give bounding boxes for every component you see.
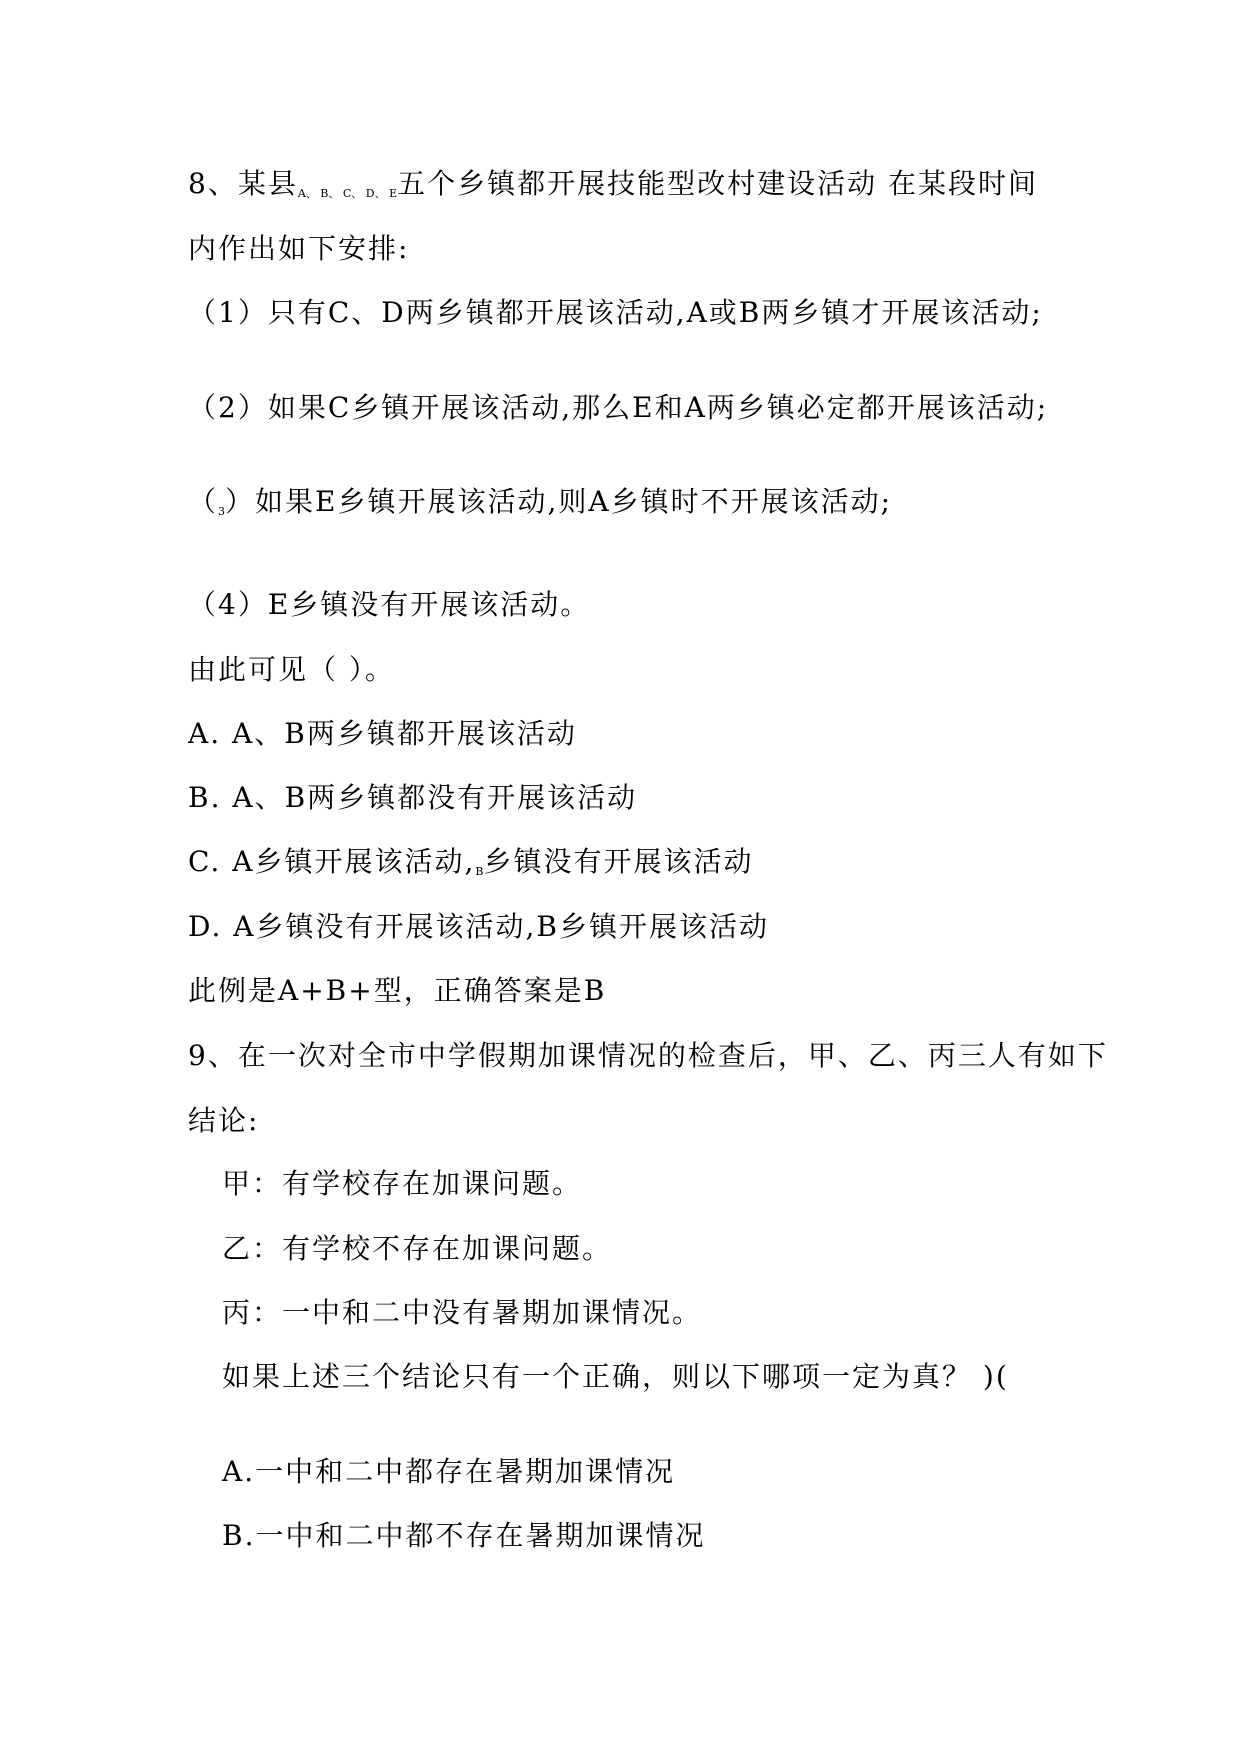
- q8-option-c-pre: C. A乡镇开展该活动,: [188, 845, 476, 878]
- q9-option-b: B.一中和二中都不存在暑期加课情况: [222, 1519, 706, 1552]
- q8-line-2: 内作出如下安排:: [188, 232, 410, 265]
- q8-condition-3-num: 3: [218, 505, 226, 518]
- q8-line-1-post: 五个乡镇都开展技能型改村建设活动 在某段时间: [397, 167, 1039, 200]
- q8-answer: 此例是A+B+型，正确答案是B: [188, 974, 607, 1007]
- q8-condition-2: （2）如果C乡镇开展该活动,那么E和A两乡镇必定都开展该活动;: [188, 391, 1049, 424]
- q8-condition-3-open: （: [188, 485, 219, 518]
- q8-option-a: A. A、B两乡镇都开展该活动: [188, 717, 577, 750]
- q9-line-2: 结论:: [188, 1104, 260, 1137]
- q9-statement-yi: 乙：有学校不存在加课问题。: [222, 1232, 613, 1265]
- q8-question: 由此可见（ ）。: [188, 653, 395, 686]
- q8-line-1-pre: 8、某县: [188, 167, 298, 200]
- q8-line-1: [188, 166, 1038, 212]
- q8-condition-4: （4）E乡镇没有开展该活动。: [188, 588, 591, 621]
- q9-line-1: 9、在一次对全市中学假期加课情况的检查后，甲、乙、丙三人有如下: [188, 1039, 1108, 1072]
- q9-question: 如果上述三个结论只有一个正确，则以下哪项一定为真？ )(: [222, 1360, 1009, 1393]
- q8-condition-3: [188, 484, 892, 530]
- q8-option-d: D. A乡镇没有开展该活动,B乡镇开展该活动: [188, 910, 769, 943]
- q8-option-c: [188, 844, 753, 890]
- q8-option-c-post: 乡镇没有开展该活动: [483, 845, 754, 878]
- q8-condition-1: （1）只有C、D两乡镇都开展该活动,A或B两乡镇才开展该活动;: [188, 296, 1043, 329]
- q8-option-c-b: B: [475, 865, 484, 878]
- q8-option-b: B. A、B两乡镇都没有开展该活动: [188, 781, 638, 814]
- q8-condition-3-rest: ）如果E乡镇开展该活动,则A乡镇时不开展该活动;: [225, 485, 893, 518]
- q9-statement-bing: 丙：一中和二中没有暑期加课情况。: [222, 1296, 703, 1329]
- q9-statement-jia: 甲：有学校存在加课问题。: [222, 1167, 583, 1200]
- q8-town-letters: A、 B、 C、 D、 E: [297, 187, 398, 200]
- q9-option-a: A.一中和二中都存在暑期加课情况: [222, 1455, 676, 1488]
